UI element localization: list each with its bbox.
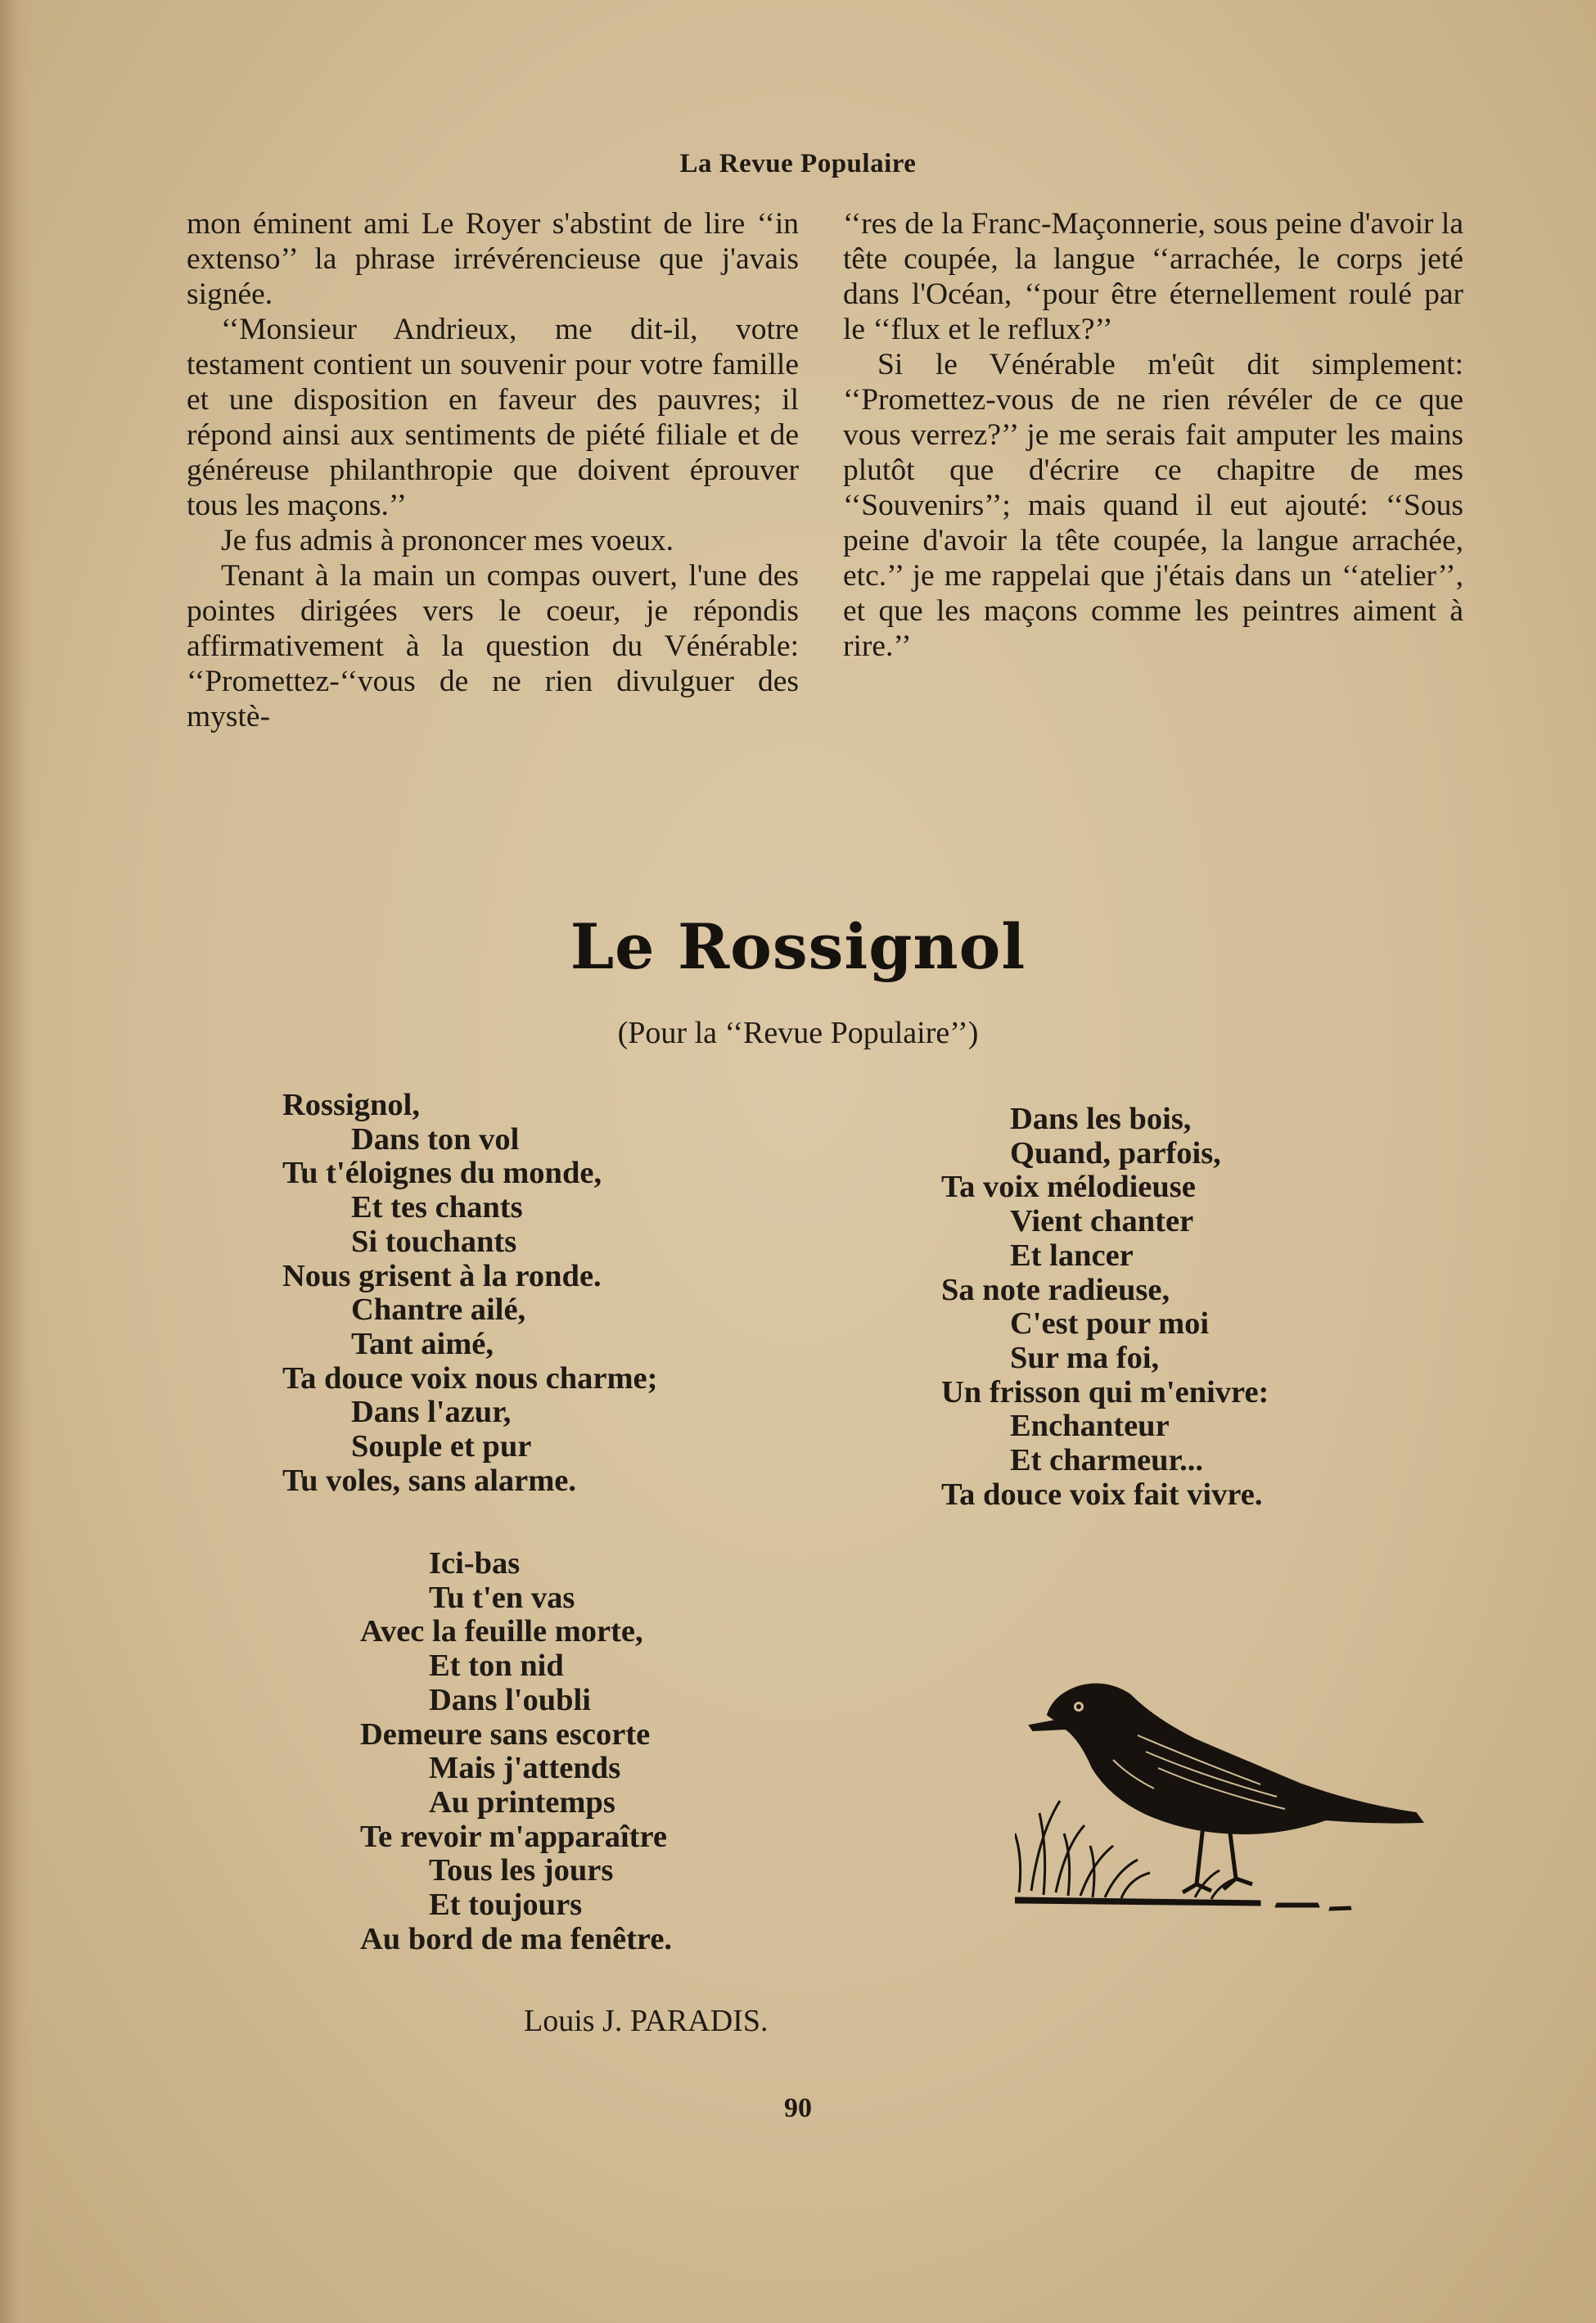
poem-line: Et charmeur...: [1010, 1443, 1203, 1478]
poem-line: Ta douce voix nous charme;: [282, 1360, 658, 1396]
poem-line: Ta douce voix fait vivre.: [941, 1477, 1263, 1512]
poem-stanza-3: [360, 1547, 672, 1956]
poem-line: Tu t'éloignes du monde,: [282, 1156, 602, 1191]
article-left-column: [187, 206, 799, 734]
poem-line: Dans ton vol: [351, 1121, 520, 1157]
poem-line: Vient chanter: [1010, 1204, 1194, 1239]
poem-line: Dans l'azur,: [351, 1395, 512, 1430]
poem-line: C'est pour moi: [1010, 1306, 1210, 1342]
poem-line: Tu t'en vas: [429, 1580, 575, 1615]
poem-line: Si touchants: [351, 1224, 517, 1259]
paragraph: mon éminent ami Le Royer s'abstint de lire ‘‘in extenso’’ la phrase irrévérencieuse que j'avais signée.: [187, 207, 799, 311]
poem-line: Sa note radieuse,: [941, 1272, 1170, 1307]
paragraph: Si le Vénérable m'eût dit simplement: ‘‘Promettez-vous de ne rien révéler de ce que vous verrez?’’ je me serais fait amputer les mains plutôt que d'écrire ce chapitre de mes ‘‘Souvenirs’’; mais quand il eut ajouté: ‘‘Sous peine d'avoir la tête coupée, la langue arrachée, etc.’’ je me rappelai que j'étais dans un ‘‘atelier’’, et que les maçons comme les peintres aiment à rire.’’: [843, 348, 1463, 663]
poem-line: Et toujours: [429, 1888, 583, 1923]
poem-line: Et ton nid: [429, 1649, 564, 1684]
poem-line: Nous grisent à la ronde.: [282, 1258, 602, 1293]
poem-line: Tous les jours: [429, 1853, 614, 1888]
poem-line: Enchanteur: [1010, 1409, 1170, 1444]
poem-stanza-1: [282, 1089, 657, 1498]
paragraph: ‘‘res de la Franc-Maçonnerie, sous peine d'avoir la tête coupée, la langue ‘‘arrachée, le corps jeté dans l'Océan, ‘‘pour être éternellement roulé par le ‘‘flux et le reflux?’’: [843, 207, 1463, 346]
paragraph: ‘‘Monsieur Andrieux, me dit-il, votre testament contient un souvenir pour votre famille et une disposition en faveur des pauvres; il répond ainsi aux sentiments de piété filiale et de généreuse philanthropie que doivent éprouver tous les maçons.’’: [187, 313, 799, 522]
article-right-column: [843, 206, 1463, 664]
poem-title: Le Rossignol: [570, 910, 1026, 983]
paragraph: Je fus admis à prononcer mes voeux.: [221, 524, 674, 557]
poem-line: Au bord de ma fenêtre.: [360, 1921, 673, 1956]
poem-line: Tu voles, sans alarme.: [282, 1463, 577, 1498]
page-number: 90: [784, 2093, 812, 2123]
poem-stanza-2: [941, 1103, 1269, 1512]
poem-line: Quand, parfois,: [1010, 1135, 1221, 1171]
poem-line: Sur ma foi,: [1010, 1340, 1160, 1375]
poem-line: Rossignol,: [282, 1088, 420, 1122]
poem-line: Chantre ailé,: [351, 1292, 526, 1328]
poem-line: Au printemps: [429, 1784, 615, 1820]
poem-subtitle: (Pour la ‘‘Revue Populaire’’): [617, 1016, 979, 1050]
page-spine-shadow: [0, 0, 33, 2323]
poem-line: Et lancer: [1010, 1238, 1134, 1273]
poem-line: Mais j'attends: [429, 1751, 621, 1786]
running-header: La Revue Populaire: [679, 149, 917, 178]
poem-line: Avec la feuille morte,: [360, 1614, 643, 1649]
poem-line: Tant aimé,: [351, 1326, 494, 1361]
poem-line: Souple et pur: [351, 1429, 532, 1464]
paragraph: Tenant à la main un compas ouvert, l'une des pointes dirigées vers le coeur, je répondis affirmativement à la question du Vénérable: ‘‘Promettez-‘‘vous de ne rien divulguer des mystè-: [187, 559, 799, 733]
poem-author-signature: Louis J. PARADIS.: [524, 2004, 769, 2038]
poem-line: Ici-bas: [429, 1546, 521, 1581]
bird-illustration-icon: [1015, 1670, 1432, 1915]
poem-line: Et tes chants: [351, 1190, 523, 1225]
poem-line: Ta voix mélodieuse: [941, 1170, 1196, 1205]
poem-line: Un frisson qui m'enivre:: [941, 1374, 1269, 1410]
poem-line: Dans les bois,: [1010, 1102, 1192, 1136]
poem-line: Dans l'oubli: [429, 1682, 591, 1717]
poem-line: Te revoir m'apparaître: [360, 1819, 667, 1854]
poem-line: Demeure sans escorte: [360, 1716, 651, 1752]
